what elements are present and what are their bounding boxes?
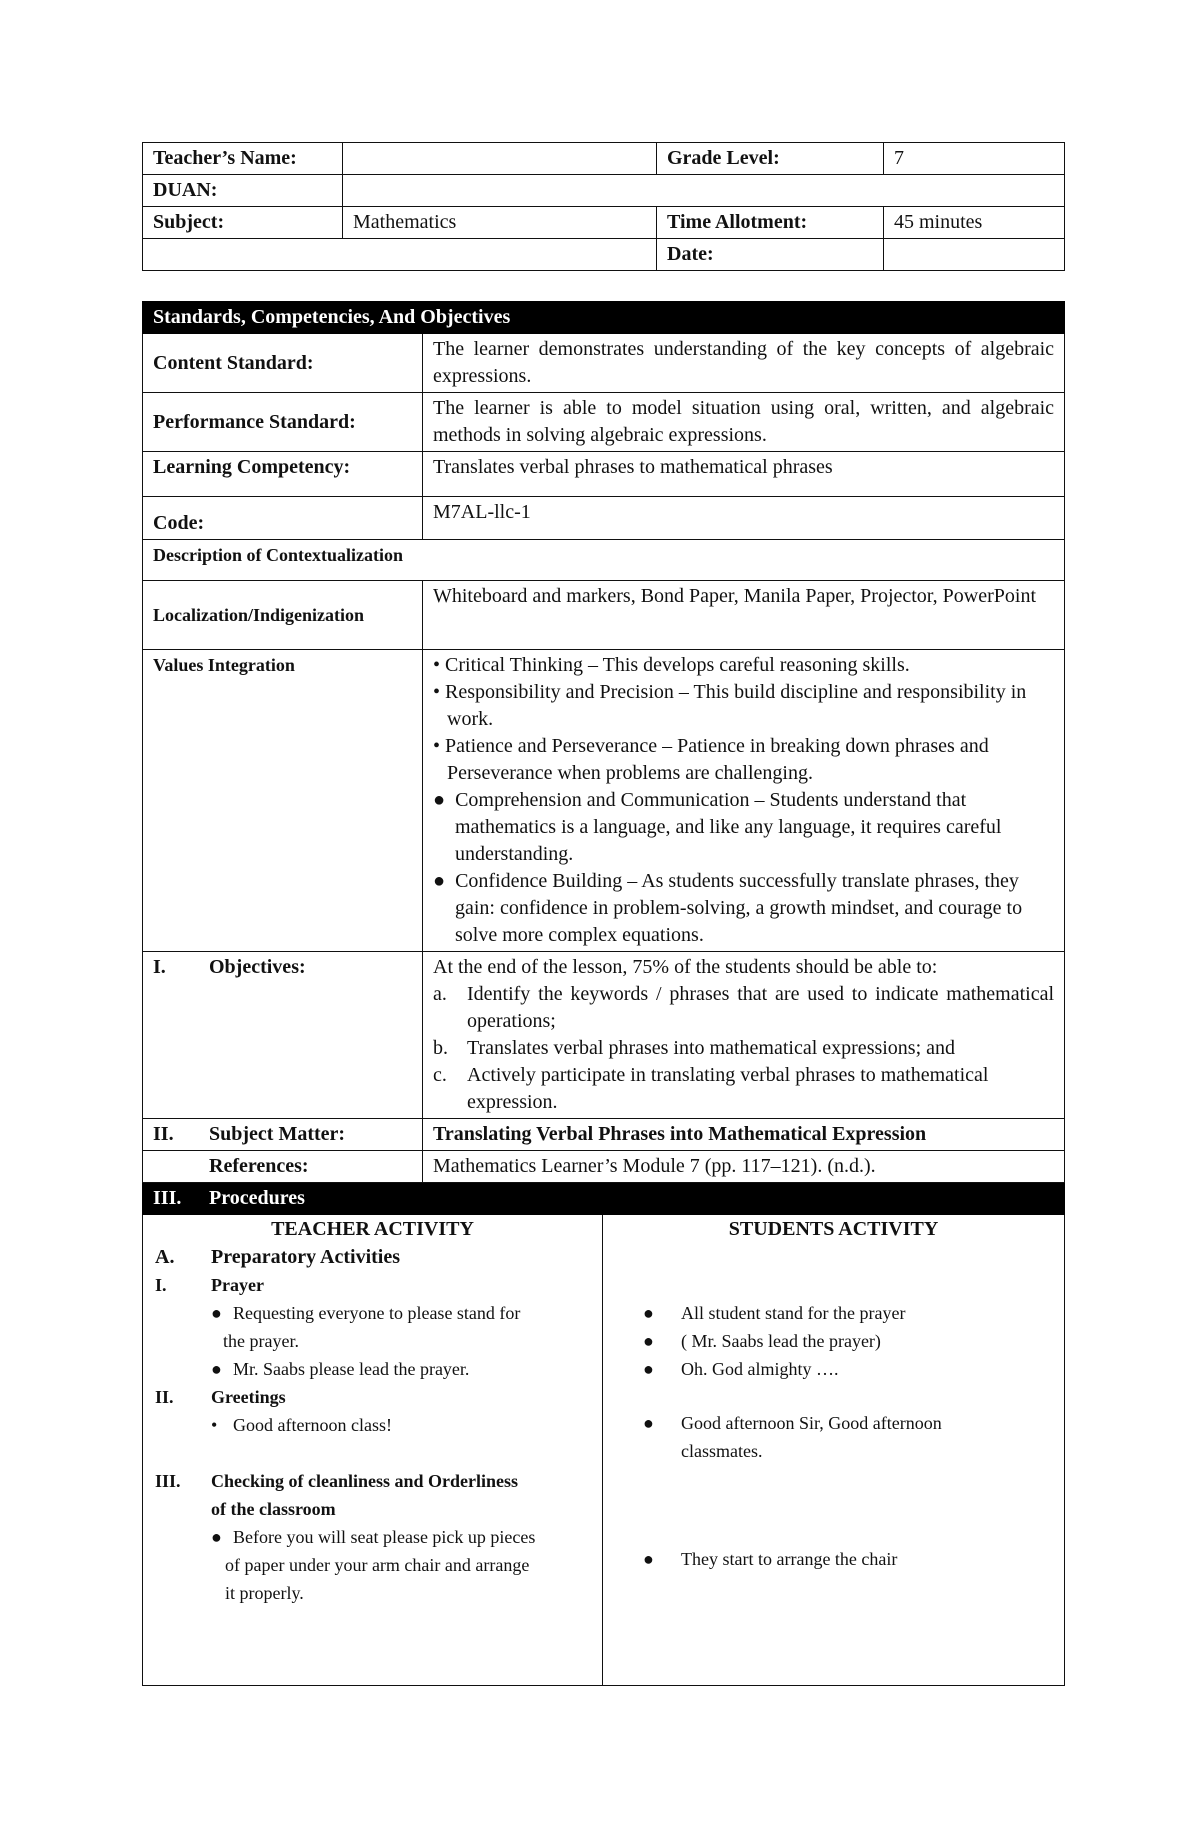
subject-matter-numeral: II. [153,1123,174,1145]
learning-competency-value: Translates verbal phrases to mathematical phrases [423,452,1065,497]
prayer-label: Prayer [211,1275,264,1295]
teacher-cleanliness-line-2: of paper under your arm chair and arrange [225,1555,530,1575]
subject-matter-value: Translating Verbal Phrases into Mathematical Expression [423,1119,1065,1151]
header-info-table [142,142,1065,271]
student-cleanliness-line: ● They start to arrange the chair [643,1549,898,1569]
references-label-cell [143,1151,423,1183]
objectives-list [433,981,1054,1116]
cleanliness-label-cont: of the classroom [211,1499,336,1519]
teacher-cleanliness-line-3: it properly. [225,1583,304,1603]
date-label: Date: [657,239,884,271]
objectives-label: Objectives: [209,956,306,978]
description-of-contextualization: Description of Contextualization [143,540,1065,581]
code-value: M7AL-llc-1 [423,497,1065,540]
objectives-label-cell [143,952,423,1119]
blank-cell [143,239,657,271]
teacher-greeting: • Good afternoon class! [211,1415,392,1435]
references-label: References: [209,1155,309,1177]
lesson-plan-page [142,142,1064,1686]
teacher-prayer-lead: ● Mr. Saabs please lead the prayer. [211,1359,470,1379]
student-greeting-line: ● Good afternoon Sir, Good afternoon [643,1413,942,1433]
subject-matter-label-cell [143,1119,423,1151]
student-prayer-line: ● Oh. God almighty …. [643,1359,839,1379]
students-activity-column [603,1215,1065,1686]
values-item: • Patience and Perseverance – Patience in breaking down phrases and Perseverance when problems are challenging. [433,735,989,784]
duan-label: DUAN: [143,175,343,207]
values-integration-value [423,650,1065,952]
standards-table [142,301,1065,1686]
procedures-numeral: III. [153,1187,182,1209]
learning-competency-label: Learning Competency: [143,452,423,497]
teacher-name-label: Teacher’s Name: [143,143,343,175]
values-item: ● Comprehension and Communication – Students understand that mathematics is a language, and like any language, it requires careful understanding. [433,789,1002,865]
performance-standard-value: The learner is able to model situation using oral, written, and algebraic methods in solving algebraic expressions. [423,393,1065,452]
teacher-prayer-line-cont: the prayer. [223,1331,299,1351]
prep-marker: A. [155,1246,175,1268]
localization-label: Localization/Indigenization [143,581,423,650]
time-allotment-label: Time Allotment: [657,207,884,239]
duan-value [343,175,1065,207]
objectives-numeral: I. [153,956,166,978]
student-greeting-line-cont: classmates. [681,1441,763,1461]
subject-label: Subject: [143,207,343,239]
objectives-intro: At the end of the lesson, 75% of the students should be able to: [433,956,938,978]
objective-item: c. Actively participate in translating verbal phrases to mathematical expression. [433,1064,989,1113]
references-value: Mathematics Learner’s Module 7 (pp. 117–121). (n.d.). [423,1151,1065,1183]
procedures-header [143,1183,1065,1215]
students-activity-header: STUDENTS ACTIVITY [728,1218,939,1240]
student-prayer-line: ● ( Mr. Saabs lead the prayer) [643,1331,881,1351]
cleanliness-label: Checking of cleanliness and Orderliness [211,1471,519,1491]
performance-standard-label: Performance Standard: [143,393,423,452]
values-integration-label: Values Integration [143,650,423,952]
values-list [433,652,1054,949]
grade-level-value: 7 [884,143,1065,175]
greetings-label: Greetings [211,1387,286,1407]
standards-header: Standards, Competencies, And Objectives [143,302,1065,334]
values-item: • Responsibility and Precision – This build discipline and responsibility in work. [433,681,1027,730]
procedures-label: Procedures [209,1187,305,1209]
code-label: Code: [143,497,423,540]
subject-value: Mathematics [343,207,657,239]
student-prayer-line: ● All student stand for the prayer [643,1303,906,1323]
teacher-activity-header: TEACHER ACTIVITY [271,1218,474,1240]
time-allotment-value: 45 minutes [884,207,1065,239]
objective-item: b. Translates verbal phrases into mathematical expressions; and [433,1037,956,1059]
prayer-marker: I. [155,1275,167,1295]
objective-item: a. Identify the keywords / phrases that are used to indicate mathematical operations; [433,983,1055,1032]
values-item: ● Confidence Building – As students successfully translate phrases, they gain: confidence in problem-solving, a growth mindset, and courage to solve more complex equations. [433,870,1023,946]
content-standard-value: The learner demonstrates understanding of the key concepts of algebraic expressions. [423,334,1065,393]
values-item: • Critical Thinking – This develops careful reasoning skills. [433,654,910,676]
cleanliness-marker: III. [155,1471,181,1491]
teacher-cleanliness-line: ● Before you will seat please pick up pieces [211,1527,536,1547]
teacher-name-value [343,143,657,175]
greetings-marker: II. [155,1387,174,1407]
prep-label: Preparatory Activities [211,1246,401,1268]
teacher-activity-column [143,1215,603,1686]
content-standard-label: Content Standard: [143,334,423,393]
objectives-value [423,952,1065,1119]
date-value [884,239,1065,271]
subject-matter-label: Subject Matter: [209,1123,346,1145]
teacher-prayer-line: ● Requesting everyone to please stand for [211,1303,521,1323]
localization-value: Whiteboard and markers, Bond Paper, Manila Paper, Projector, PowerPoint [423,581,1065,650]
grade-level-label: Grade Level: [657,143,884,175]
